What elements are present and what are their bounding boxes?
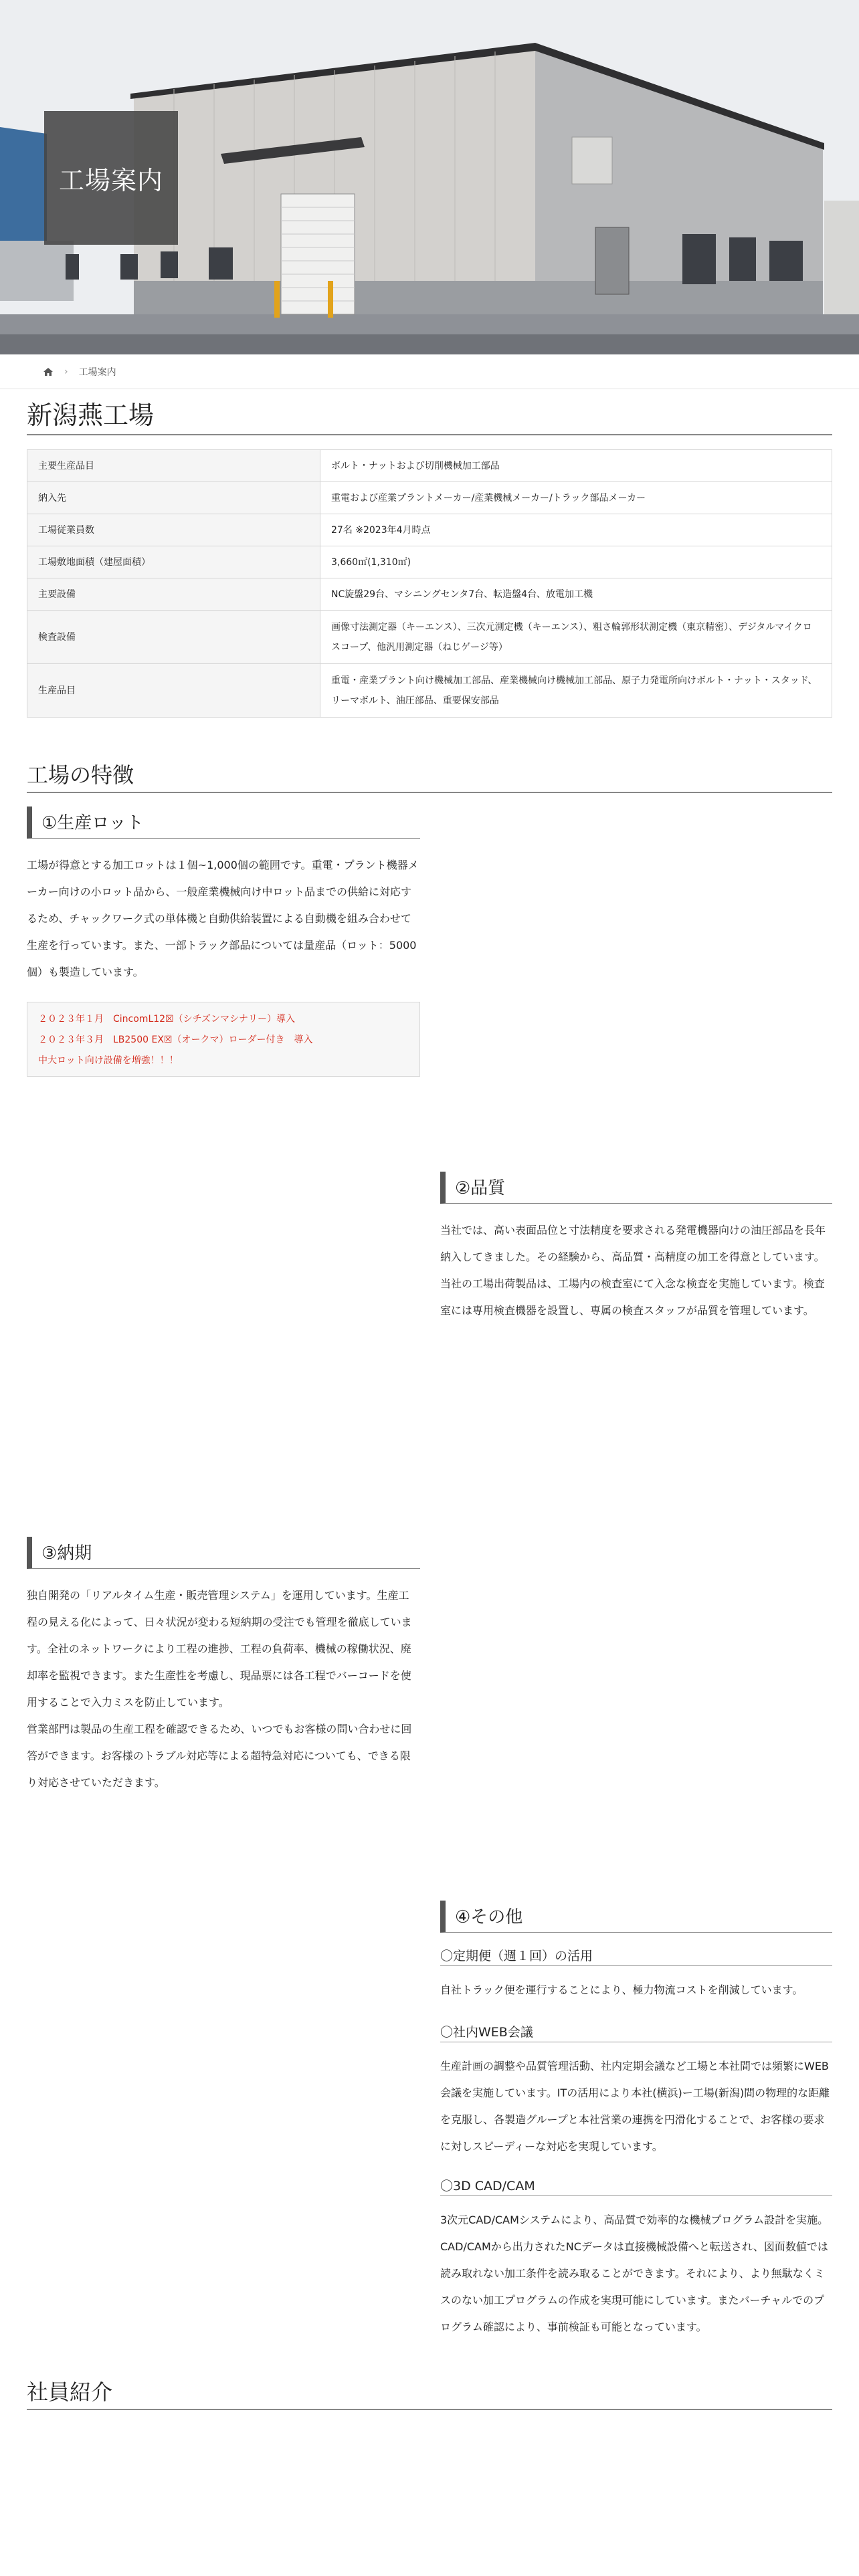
features-title: 工場の特徴 (27, 758, 832, 793)
breadcrumb (0, 354, 859, 389)
text-line: 当社では、高い表面品位と寸法精度を要求される発電機器向けの油圧部品を長年 (440, 1224, 826, 1237)
text-line: 納入してきました。その経験から、高品質・高精度の加工を得意としています。 (440, 1251, 825, 1263)
hero-banner (0, 0, 859, 354)
table-cell: 3,660㎡(1,310㎡) (320, 546, 832, 578)
table-row (27, 450, 832, 482)
hero-title: 工場案内 (58, 165, 163, 195)
table-cell: NC旋盤29台、マシニングセンタ7台、転造盤4台、放電加工機 (320, 578, 832, 611)
text-line: 生産を行っています。また、一部トラック部品については量産品（ロット：5000 (27, 939, 417, 952)
text-line: 却率を監視できます。また生産性を考慮し、現品票には各工程でバーコードを使 (27, 1669, 411, 1682)
text-line: 用することで入力ミスを防止しています。 (27, 1696, 229, 1709)
text-line: るため、チャックワーク式の単体機と自動供給装置による自動機を組み合わせて (27, 912, 411, 925)
text-line: 工場が得意とする加工ロットは１個~1,000個の範囲です。重電・プラント機器メ (27, 859, 419, 871)
table-row (27, 482, 832, 514)
note-line: ２０２３年３月 LB2500 EX☒（オークマ）ローダー付き 導入 (38, 1035, 313, 1045)
table-header-cell: 検査設備 (27, 611, 320, 664)
lot-text (27, 852, 428, 986)
table-header-cell: 主要設備 (27, 578, 320, 611)
chevron-right-icon: › (64, 366, 68, 377)
table-row (27, 514, 832, 546)
text-line: に対しスピーディーな対応を実現しています。 (440, 2140, 663, 2153)
table-row (27, 611, 832, 664)
home-icon[interactable] (43, 366, 54, 377)
quality-heading: ②品質 (440, 1172, 832, 1204)
quality-text (440, 1217, 842, 1324)
text-line: 3次元CAD/CAMシステムにより、高品質で効率的な機械プログラム設計を実施。 (440, 2214, 829, 2226)
table-row (27, 664, 832, 718)
other-heading: ④その他 (440, 1901, 832, 1933)
text-line: 自社トラック便を運行することにより、極力物流コストを削減しています。 (440, 1983, 803, 1996)
text-line: 答ができます。お客様のトラブル対応等による超特急対応についても、できる限 (27, 1749, 411, 1762)
table-header-cell: 工場敷地面積（建屋面積） (27, 546, 320, 578)
text-line: ログラム確認により、事前検証も可能となっています。 (440, 2321, 707, 2333)
text-line: ーカー向けの小ロット品から、一般産業機械向け中ロット品までの供給に対応す (27, 885, 412, 898)
text-line: す。全社のネットワークにより工程の進捗、工程の負荷率、機械の稼働状況、廃 (27, 1642, 411, 1655)
staff-title: 社員紹介 (27, 2375, 832, 2410)
note-line: ２０２３年１月 CincomL12☒（シチズンマシナリー）導入 (38, 1014, 296, 1025)
other-text-cad-cam (440, 2207, 842, 2341)
table-row (27, 578, 832, 611)
text-line: CAD/CAMから出力されたNCデータは直接機械設備へと転送され、図面数値では (440, 2240, 828, 2253)
text-line: 営業部門は製品の生産工程を確認できるため、いつでもお客様の問い合わせに回 (27, 1723, 412, 1735)
delivery-heading: ③納期 (27, 1537, 420, 1569)
table-cell: 重電および産業プラントメーカー/産業機械メーカー/トラック部品メーカー (320, 482, 832, 514)
text-line: 読み取れない加工条件を読み取ることができます。それにより、より無駄なくミ (440, 2267, 825, 2280)
spec-table (27, 449, 832, 718)
delivery-text (27, 1582, 428, 1796)
text-line: り対応させていただきます。 (27, 1776, 165, 1789)
text-line: 会議を実施しています。ITの活用により本社(横浜)ー工場(新潟)間の物理的な距離 (440, 2086, 830, 2099)
factory-title: 新潟燕工場 (27, 395, 832, 435)
text-line: 室には専用検査機器を設置し、専属の検査スタッフが品質を管理しています。 (440, 1304, 814, 1317)
other-text-web-meeting (440, 2053, 842, 2160)
text-line: 当社の工場出荷製品は、工場内の検査室にて入念な検査を実施しています。検査 (440, 1277, 825, 1290)
text-line: 程の見える化によって、日々状況が変わる短納期の受注でも管理を徹底していま (27, 1616, 412, 1628)
lot-heading: ①生産ロット (27, 807, 420, 839)
table-row (27, 546, 832, 578)
hero-title-box (44, 111, 178, 245)
equipment-note-box (27, 1002, 420, 1077)
other-subheading-delivery-truck: 〇定期便（週１回）の活用 (440, 1946, 832, 1966)
table-header-cell: 納入先 (27, 482, 320, 514)
text-line: スのない加工プログラムの作成を実現可能にしています。またバーチャルでのプ (440, 2294, 825, 2306)
other-subheading-cad-cam: 〇3D CAD/CAM (440, 2176, 832, 2196)
text-line: 個）も製造しています。 (27, 966, 144, 978)
text-line: 独自開発の「リアルタイム生産・販売管理システム」を運用しています。生産工 (27, 1589, 409, 1602)
note-line: 中大ロット向け設備を増強！！！ (38, 1055, 179, 1066)
table-cell: ボルト・ナットおよび切削機械加工部品 (320, 450, 832, 482)
text-line: を克服し、各製造グループと本社営業の連携を円滑化することで、お客様の要求 (440, 2113, 825, 2126)
table-cell: 画像寸法測定器（キーエンス）、三次元測定機（キーエンス）、粗さ輪郭形状測定機（東京精密）、デジタルマイクロスコープ、他汎用測定器（ねじゲージ等） (320, 611, 832, 664)
table-header-cell: 主要生産品目 (27, 450, 320, 482)
table-cell: 重電・産業プラント向け機械加工部品、産業機械向け機械加工部品、原子力発電所向けボルト・ナット・スタッド、リーマボルト、油圧部品、重要保安部品 (320, 664, 832, 718)
other-subheading-web-meeting: 〇社内WEB会議 (440, 2022, 832, 2042)
table-cell: 27名 ※2023年4月時点 (320, 514, 832, 546)
breadcrumb-current: 工場案内 (78, 366, 116, 378)
table-header-cell: 生産品目 (27, 664, 320, 718)
text-line: 生産計画の調整や品質管理活動、社内定期会議など工場と本社間では頻繁にWEB (440, 2060, 829, 2072)
table-header-cell: 工場従業員数 (27, 514, 320, 546)
other-text-truck (440, 1977, 842, 2004)
